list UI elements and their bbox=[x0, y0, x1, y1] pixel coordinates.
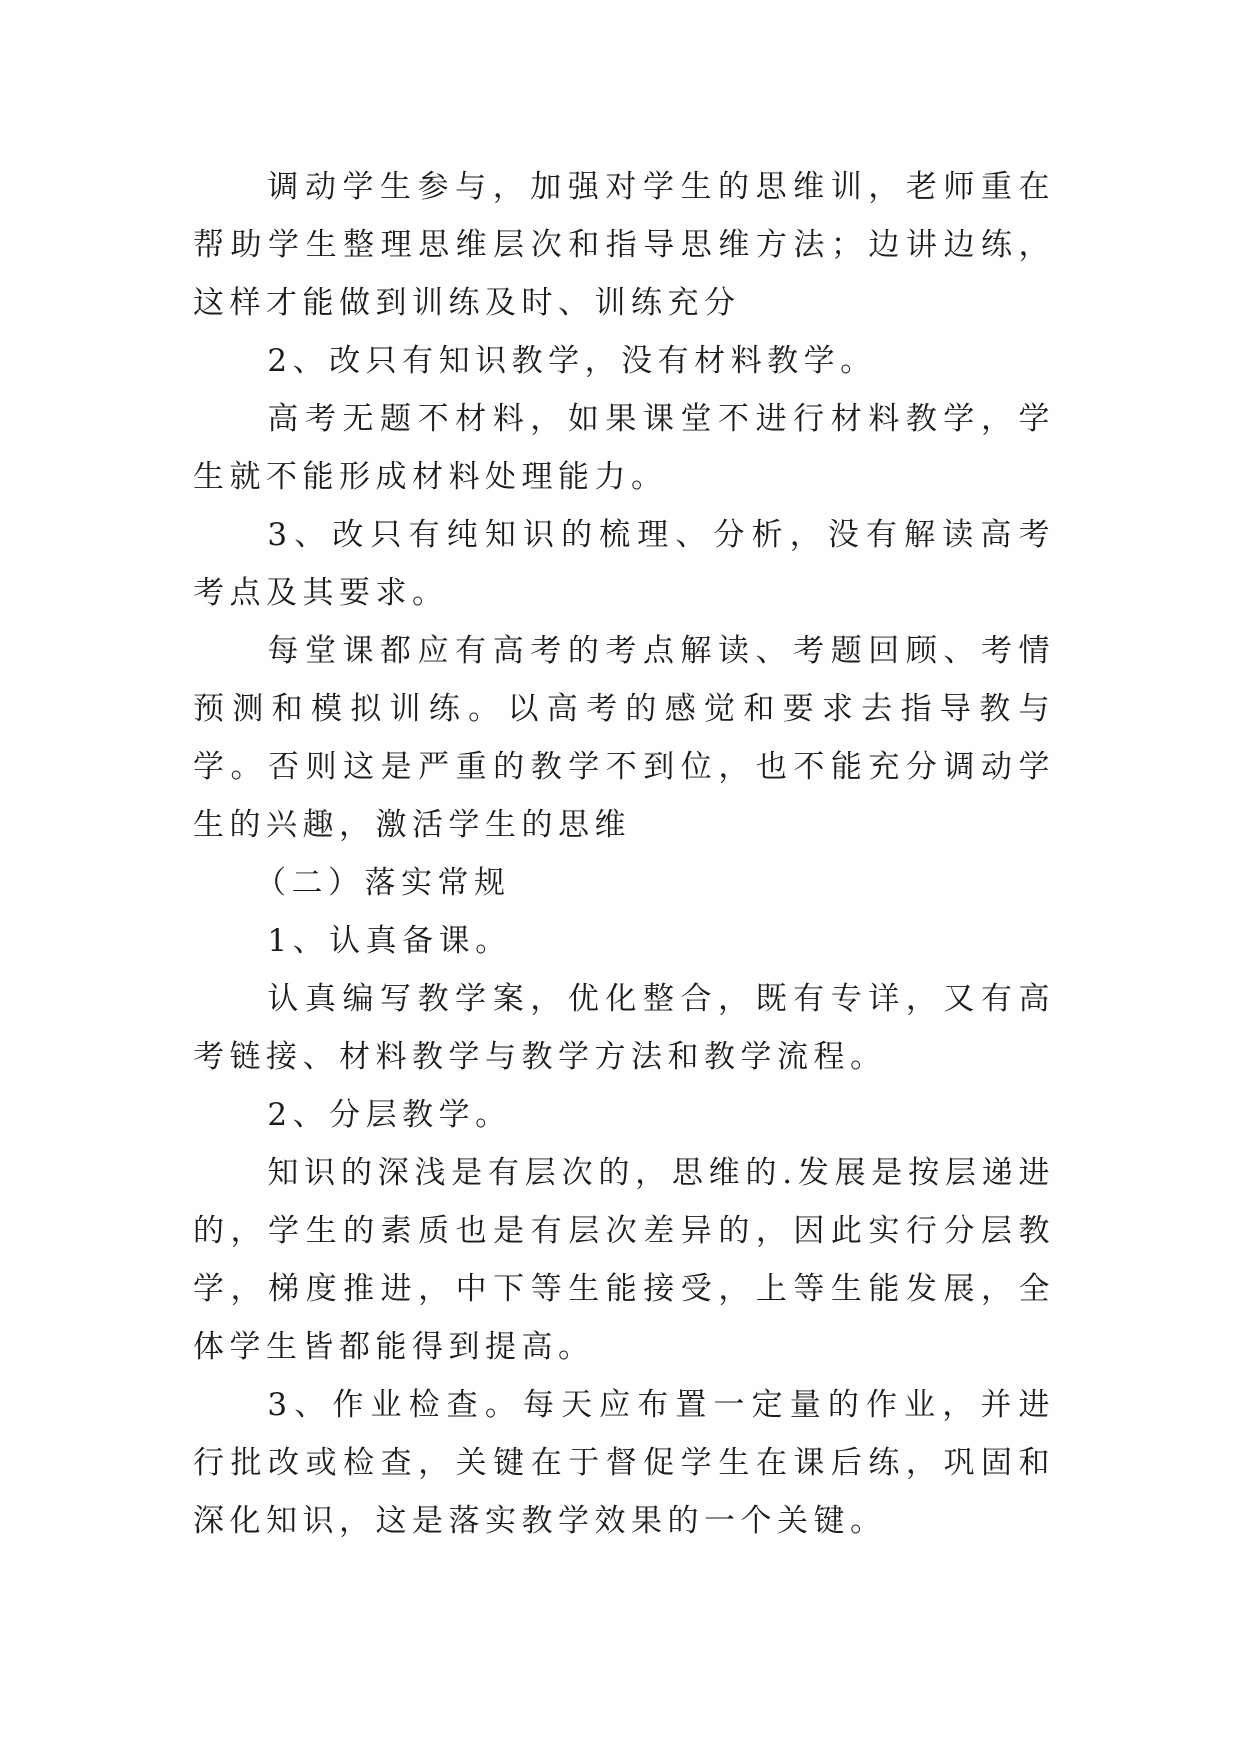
paragraph-exam-points: 每堂课都应有高考的考点解读、考题回顾、考情预测和模拟训练。以高考的感觉和要求去指导教与学。否则这是严重的教学不到位，也不能充分调动学生的兴趣，激活学生的思维 bbox=[193, 633, 1055, 843]
paragraph-tiered-teaching: 知识的深浅是有层次的，思维的.发展是按层递进的，学生的素质也是有层次差异的，因此实行分层教学，梯度推进，中下等生能接受，上等生能发展，全体学生皆都能得到提高。 bbox=[193, 1155, 1055, 1365]
heading-item-2-tiered-teaching: 2、分层教学。 bbox=[267, 1097, 512, 1133]
document-body bbox=[193, 158, 1055, 1550]
paragraph-material-teaching: 高考无题不材料，如果课堂不进行材料教学，学生就不能形成材料处理能力。 bbox=[193, 401, 1055, 495]
heading-item-1-lesson-prep: 1、认真备课。 bbox=[267, 923, 512, 959]
heading-item-3-exam-points: 3、改只有纯知识的梳理、分析，没有解读高考考点及其要求。 bbox=[193, 517, 1055, 611]
paragraph-homework-check: 3、作业检查。每天应布置一定量的作业，并进行批改或检查，关键在于督促学生在课后练，巩固和深化知识，这是落实教学效果的一个关键。 bbox=[193, 1387, 1055, 1539]
paragraph-thinking-training: 调动学生参与，加强对学生的思维训，老师重在帮助学生整理思维层次和指导思维方法；边讲边练，这样才能做到训练及时、训练充分 bbox=[193, 169, 1055, 321]
section-heading-routine: （二）落实常规 bbox=[255, 865, 511, 901]
paragraph-lesson-prep: 认真编写教学案，优化整合，既有专详，又有高考链接、材料教学与教学方法和教学流程。 bbox=[193, 981, 1055, 1075]
heading-item-2-material-teaching: 2、改只有知识教学，没有材料教学。 bbox=[267, 343, 877, 379]
